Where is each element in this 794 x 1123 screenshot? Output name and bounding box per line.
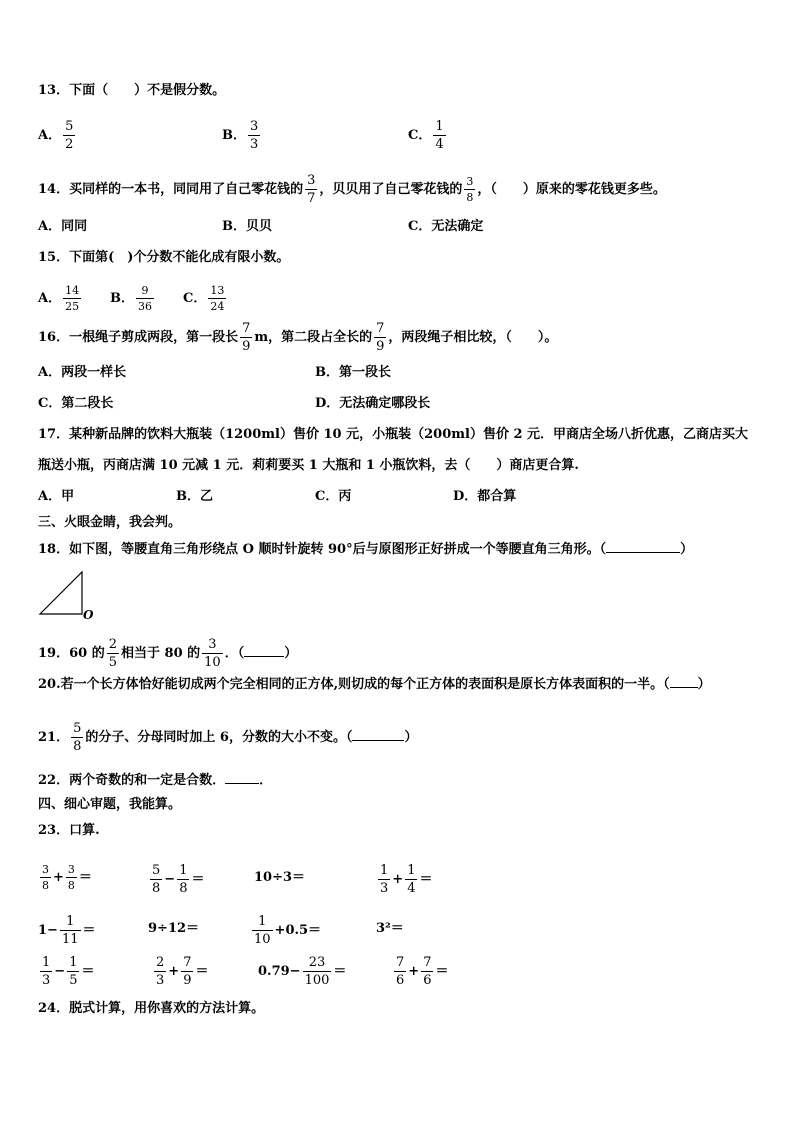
q14-option-c: C．无法确定 (408, 219, 484, 234)
stem-text: ，两段绳子相比较，（ ）。 (388, 330, 558, 345)
q20-stem (38, 675, 711, 694)
stem-text: ） (404, 730, 418, 745)
operator: − (164, 872, 176, 887)
stem-text: 18．如下图，等腰直角三角形绕点 O 顺时针旋转 90°后与原图形正好拼成一个等腰直角三角形。（ (38, 542, 607, 557)
point-o-label: O (83, 608, 94, 622)
q17-option-b: B．乙 (176, 489, 213, 504)
stem-text: 相当于 80 的 (121, 646, 201, 661)
operator: − (54, 964, 66, 979)
fraction: $\frac{3}{8}$ (466, 175, 474, 204)
calc-r2c3 (250, 915, 321, 946)
q22-stem (38, 771, 272, 790)
fraction: $\frac{3}{7}$ (307, 173, 316, 206)
q13-option-a (38, 120, 77, 151)
operand: 0.79− (258, 964, 301, 979)
stem-text: ） (680, 542, 694, 557)
fraction: $\frac{5}{8}$ (152, 863, 161, 896)
q16-option-d: D．无法确定哪段长 (315, 396, 431, 411)
option-label: A． (38, 291, 62, 306)
fraction: $\frac{23}{100}$ (304, 955, 330, 988)
fraction: $\frac{1}{10}$ (254, 914, 271, 947)
fraction: $\frac{7}{9}$ (242, 321, 251, 354)
q15-option-a (38, 285, 83, 312)
q13-option-b (222, 120, 262, 151)
fraction: $\frac{7}{9}$ (376, 321, 385, 354)
stem-text: 的分子、分母同时加上 6，分数的大小不变。（ (85, 730, 353, 745)
stem-text: 14．买同样的一本书，同同用了自己零花钱的 (38, 182, 304, 197)
calc-r3c2 (152, 956, 208, 987)
q15-stem: 15．下面第( )个分数不能化成有限小数。 (38, 250, 290, 265)
calc-r2c4: 3²＝ (376, 921, 404, 936)
calc-r3c4 (392, 956, 448, 987)
option-label: C． (183, 291, 207, 306)
fraction: $\frac{7}{6}$ (396, 955, 405, 988)
stem-text: 16．一根绳子剪成两段，第一段长 (38, 330, 239, 345)
fraction: $\frac{2}{5}$ (108, 637, 117, 670)
q17-option-a: A．甲 (38, 489, 75, 504)
fraction: $\frac{1}{4}$ (435, 119, 444, 152)
answer-blank[interactable] (352, 728, 404, 741)
equals-sign: ＝ (195, 964, 209, 979)
equals-sign: ＝ (81, 964, 95, 979)
operand: +0.5＝ (274, 923, 322, 938)
fraction: $\frac{14}{25}$ (65, 284, 80, 313)
fraction: $\frac{2}{3}$ (156, 955, 165, 988)
stem-text: ） (284, 646, 298, 661)
option-label: B． (222, 128, 246, 143)
calc-r1c4 (376, 864, 432, 895)
calc-r2c2: 9÷12＝ (148, 921, 200, 936)
option-label: C． (408, 128, 432, 143)
operator: + (392, 872, 404, 887)
q17-line-2: 瓶送小瓶，丙商店满 10 元减 1 元．莉莉要买 1 大瓶和 1 小瓶饮料，去（ ）商店更合算. (38, 458, 579, 473)
q16-stem (38, 322, 557, 353)
q14-option-a: A．同同 (38, 219, 88, 234)
operand: 1− (38, 923, 58, 938)
fraction: $\frac{3}{8}$ (67, 863, 75, 892)
fraction: $\frac{7}{9}$ (183, 955, 192, 988)
equals-sign: ＝ (82, 923, 96, 938)
fraction: $\frac{1}{8}$ (179, 863, 188, 896)
stem-text: ．（ (224, 646, 245, 661)
equals-sign: ＝ (435, 964, 449, 979)
answer-blank[interactable] (244, 644, 284, 657)
calc-r3c3 (258, 956, 346, 987)
q13-stem: 13．下面（ ）不是假分数。 (38, 83, 226, 98)
stem-text: ． (259, 773, 273, 788)
q16-option-b: B．第一段长 (315, 365, 391, 380)
fraction: $\frac{9}{36}$ (138, 284, 152, 313)
fraction: $\frac{1}{5}$ (69, 955, 78, 988)
fraction: $\frac{1}{3}$ (380, 863, 389, 896)
answer-blank[interactable] (670, 675, 698, 688)
q15-option-b (110, 285, 156, 312)
fraction: $\frac{1}{11}$ (61, 914, 79, 947)
q16-option-c: C．第二段长 (38, 396, 114, 411)
q15-option-c (183, 285, 228, 312)
stem-text: 21． (38, 730, 70, 745)
fraction: $\frac{5}{2}$ (65, 119, 74, 152)
fraction: $\frac{1}{3}$ (42, 955, 51, 988)
q17-option-c: C．丙 (315, 489, 352, 504)
calc-r2c1 (38, 915, 96, 946)
q23-stem: 23．口算. (38, 823, 100, 838)
section-three-heading: 三、火眼金睛，我会判。 (38, 515, 182, 530)
q19-stem (38, 638, 297, 669)
operator: + (408, 964, 420, 979)
fraction: $\frac{13}{24}$ (210, 284, 225, 313)
answer-blank[interactable] (225, 771, 259, 784)
q18-stem (38, 540, 693, 559)
section-four-heading: 四、细心审题，我能算。 (38, 797, 182, 812)
q16-option-a: A．两段一样长 (38, 365, 127, 380)
equals-sign: ＝ (419, 872, 433, 887)
q14-stem (38, 174, 666, 205)
stem-text: m，第二段占全长的 (254, 330, 373, 345)
q24-stem: 24．脱式计算，用你喜欢的方法计算。 (38, 1001, 265, 1016)
fraction: $\frac{3}{10}$ (204, 637, 221, 670)
stem-text: ） (697, 677, 711, 692)
stem-text: 19．60 的 (38, 646, 105, 661)
stem-text: 22．两个奇数的和一定是合数． (38, 773, 226, 788)
calc-r1c1 (38, 864, 92, 891)
stem-text: 20.若一个长方体恰好能切成两个完全相同的正方体,则切成的每个正方体的表面积是原长方体表面积的一半。（ (38, 677, 670, 692)
q17-line-1: 17．某种新品牌的饮料大瓶装（1200ml）售价 10 元，小瓶装（200ml）售价 2 元．甲商店全场八折优惠，乙商店买大 (38, 427, 749, 442)
fraction: $\frac{1}{4}$ (407, 863, 416, 896)
fraction: $\frac{7}{6}$ (423, 955, 432, 988)
option-label: B． (110, 291, 134, 306)
fraction: $\frac{3}{3}$ (250, 119, 259, 152)
equals-sign: ＝ (78, 870, 92, 885)
calc-r1c2 (148, 864, 204, 895)
q21-stem (38, 722, 417, 753)
fraction: $\frac{3}{8}$ (42, 863, 49, 892)
equals-sign: ＝ (191, 872, 205, 887)
triangle-shape (40, 572, 82, 614)
stem-text: ，（ ）原来的零花钱更多些。 (477, 182, 666, 197)
operator: + (168, 964, 180, 979)
operator: + (53, 870, 64, 885)
stem-text: ，贝贝用了自己零花钱的 (319, 182, 463, 197)
calc-r3c1 (38, 956, 94, 987)
q17-option-d: D．都合算 (453, 489, 517, 504)
equals-sign: ＝ (333, 964, 347, 979)
q13-option-c (408, 120, 448, 151)
q14-option-b: B．贝贝 (222, 219, 272, 234)
answer-blank[interactable] (606, 540, 680, 553)
fraction: $\frac{5}{8}$ (73, 721, 82, 754)
calc-r1c3: 10÷3＝ (254, 870, 306, 885)
option-label: A． (38, 128, 62, 143)
